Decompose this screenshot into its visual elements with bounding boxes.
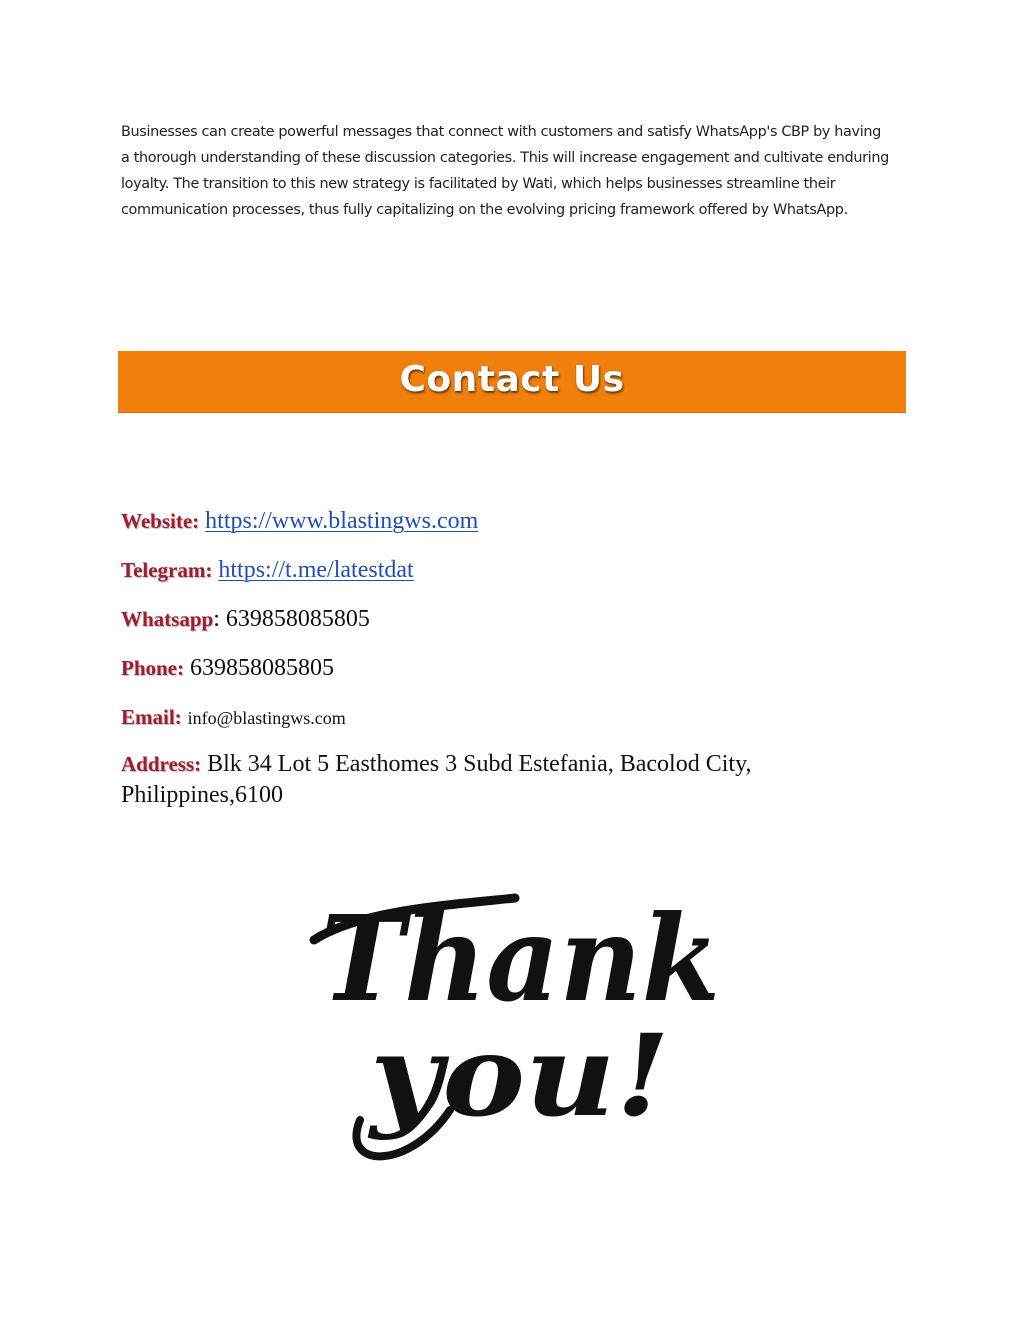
thank-text: Thank xyxy=(320,889,720,1028)
email-value: info@blastingws.com xyxy=(187,708,346,728)
contact-us-banner xyxy=(118,351,906,413)
thank-you-lettering xyxy=(300,870,740,1180)
thank-you-icon xyxy=(300,870,740,1180)
address-label: Address: xyxy=(121,752,202,776)
telegram-row xyxy=(121,555,414,585)
telegram-link[interactable]: https://t.me/latestdat xyxy=(218,557,414,583)
address-value: Blk 34 Lot 5 Easthomes 3 Subd Estefania, Bacolod City, Philippines,6100 xyxy=(121,751,752,808)
whatsapp-row xyxy=(121,604,370,634)
email-label: Email: xyxy=(121,705,182,729)
whatsapp-label: Whatsapp xyxy=(121,607,214,631)
phone-row xyxy=(121,653,334,683)
email-row xyxy=(121,702,346,733)
you-text: you! xyxy=(366,1011,670,1142)
website-label: Website: xyxy=(121,509,200,533)
telegram-label: Telegram: xyxy=(121,558,213,582)
intro-paragraph: Businesses can create powerful messages that connect with customers and satisfy WhatsApp's CBP by having a thorough understanding of these discussion categories. This will increase engagement and cultivate enduring loyalty. The transition to this new strategy is facilitated by Wati, which helps businesses streamline their communication processes, thus fully capitalizing on the evolving pricing framework offered by WhatsApp. xyxy=(121,124,889,218)
contact-us-title: Contact Us xyxy=(399,359,625,400)
address-row xyxy=(121,749,841,811)
website-link[interactable]: https://www.blastingws.com xyxy=(205,508,479,534)
whatsapp-value: : 639858085805 xyxy=(213,606,370,632)
website-row xyxy=(121,506,478,536)
phone-value: 639858085805 xyxy=(190,655,334,681)
phone-label: Phone: xyxy=(121,656,184,680)
